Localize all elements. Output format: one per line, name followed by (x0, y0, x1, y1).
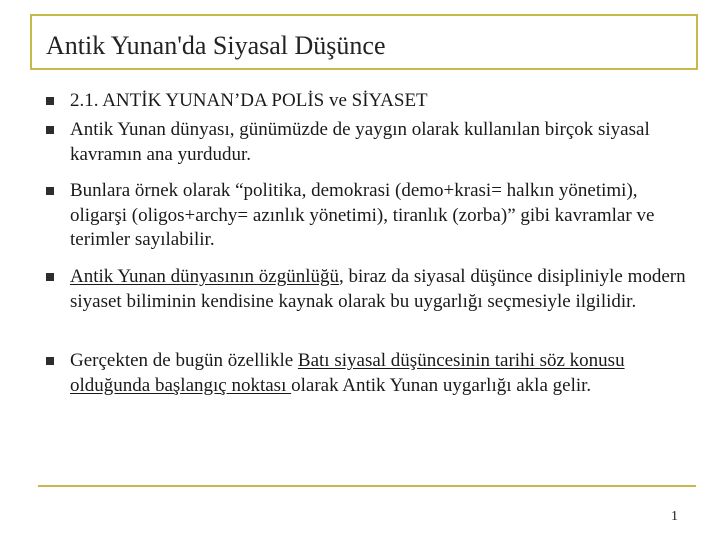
square-bullet-icon (46, 126, 54, 134)
bullet-text: Bunlara örnek olarak “politika, demokrasi (demo+krasi= halkın yönetimi), oligarşi (oligos+archy= azınlık yönetimi), tiranlık (zorba)” gibi kavramlar ve terimler sayılabilir. (70, 180, 655, 250)
slide-title: Antik Yunan'da Siyasal Düşünce (46, 31, 386, 60)
square-bullet-icon (46, 97, 54, 105)
square-bullet-icon (46, 357, 54, 365)
title-rule (30, 68, 698, 70)
underlined-phrase: Batı siyasal düşüncesinin tarihi söz konusu olduğunda başlangıç noktası (70, 350, 625, 396)
page-number: 1 (671, 509, 678, 524)
bullet-item-section-heading (40, 89, 690, 114)
bullet-text (70, 265, 690, 314)
bullet-text-before: Gerçekten de bugün özellikle (70, 350, 298, 371)
title-frame-top-border (30, 14, 698, 16)
bullet-item-starting-point (40, 349, 690, 398)
bullet-item-examples (40, 179, 690, 253)
bullet-text (70, 349, 690, 398)
square-bullet-icon (46, 187, 54, 195)
bullet-item-concepts-homeland (40, 118, 690, 167)
bullet-text-rest: olarak Antik Yunan uygarlığı akla gelir. (291, 374, 592, 396)
bullet-item-originality (40, 265, 690, 314)
title-frame-left-border (30, 14, 32, 70)
underlined-phrase: Antik Yunan dünyasının özgünlüğü (70, 266, 339, 287)
footer-rule (38, 485, 696, 487)
bullet-text: Antik Yunan dünyası, günümüzde de yaygın olarak kullanılan birçok siyasal kavramın ana yurdudur. (70, 119, 650, 165)
title-frame-right-border (696, 14, 698, 70)
bullet-text: 2.1. ANTİK YUNAN’DA POLİS ve SİYASET (70, 90, 428, 111)
bullet-text-rest: , biraz da siyasal düşünce disipliniyle modern siyaset biliminin kendisine kaynak olarak bu uygarlığı seçmesiyle ilgilidir. (70, 266, 686, 312)
square-bullet-icon (46, 273, 54, 281)
